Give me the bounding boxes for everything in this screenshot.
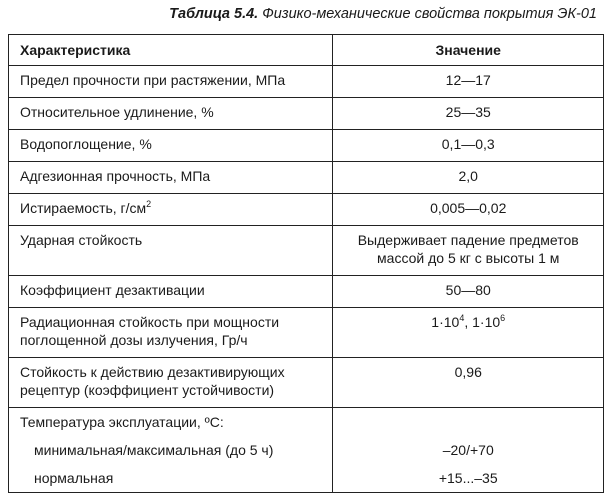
properties-table xyxy=(8,34,604,493)
row-name-line: рецептур (коэффициент устойчивости) xyxy=(20,382,275,398)
table-row xyxy=(9,226,604,276)
table-row xyxy=(9,162,604,194)
row-name xyxy=(9,194,333,226)
row-name: Коэффициент дезактивации xyxy=(9,276,333,308)
row-name: Водопоглощение, % xyxy=(9,130,333,162)
value-a: 1·10 xyxy=(431,314,460,330)
header-value: Значение xyxy=(333,35,604,66)
row-name: Ударная стойкость xyxy=(9,226,333,276)
header-characteristic: Характеристика xyxy=(9,35,333,66)
value-b: 1·10 xyxy=(472,314,501,330)
row-name-superscript: 2 xyxy=(146,199,152,209)
table-row xyxy=(9,308,604,358)
row-value xyxy=(333,226,604,276)
table-header-row xyxy=(9,35,604,66)
value-b-superscript: 6 xyxy=(500,313,506,323)
temperature-sub-label: минимальная/максимальная (до 5 ч) xyxy=(34,442,274,458)
row-value: 0,005—0,02 xyxy=(333,194,604,226)
table-row xyxy=(9,358,604,408)
temperature-sub-value: +15...–35 xyxy=(438,470,498,486)
table-number: Таблица 5.4. xyxy=(169,6,259,22)
temperature-value-blank xyxy=(333,408,603,436)
row-name xyxy=(9,308,333,358)
temperature-sub-value: –20/+70 xyxy=(442,442,494,458)
table-row xyxy=(9,98,604,130)
row-name xyxy=(9,358,333,408)
table-caption xyxy=(169,6,597,22)
table-row xyxy=(9,66,604,98)
row-name-line: Радиационная стойкость при мощности xyxy=(20,314,280,330)
table-row xyxy=(9,276,604,308)
row-name: Адгезионная прочность, МПа xyxy=(9,162,333,194)
table-row-temperature xyxy=(9,408,604,493)
row-value-line: Выдерживает падение предметов xyxy=(357,232,579,248)
table-row xyxy=(9,194,604,226)
row-value: 0,1—0,3 xyxy=(333,130,604,162)
row-value: 0,96 xyxy=(333,358,604,408)
row-value: 25—35 xyxy=(333,98,604,130)
row-value: 2,0 xyxy=(333,162,604,194)
row-value xyxy=(333,408,604,493)
row-value xyxy=(333,308,604,358)
row-value: 12—17 xyxy=(333,66,604,98)
table-title: Физико-механические свойства покрытия ЭК-01 xyxy=(262,6,597,22)
table-row xyxy=(9,130,604,162)
row-value-line: массой до 5 кг с высоты 1 м xyxy=(377,250,560,266)
row-name-line: поглощенной дозы излучения, Гр/ч xyxy=(20,332,248,348)
value-separator: , xyxy=(464,314,473,330)
temperature-sub-label: нормальная xyxy=(34,470,114,486)
temperature-label: Температура эксплуатации, ºС: xyxy=(20,414,224,430)
row-value: 50—80 xyxy=(333,276,604,308)
row-name-text: Истираемость, г/см xyxy=(20,200,147,216)
row-name xyxy=(9,408,333,493)
value-a-superscript: 4 xyxy=(459,313,465,323)
row-name: Относительное удлинение, % xyxy=(9,98,333,130)
row-name: Предел прочности при растяжении, МПа xyxy=(9,66,333,98)
row-name-line: Стойкость к действию дезактивирующих xyxy=(20,364,285,380)
